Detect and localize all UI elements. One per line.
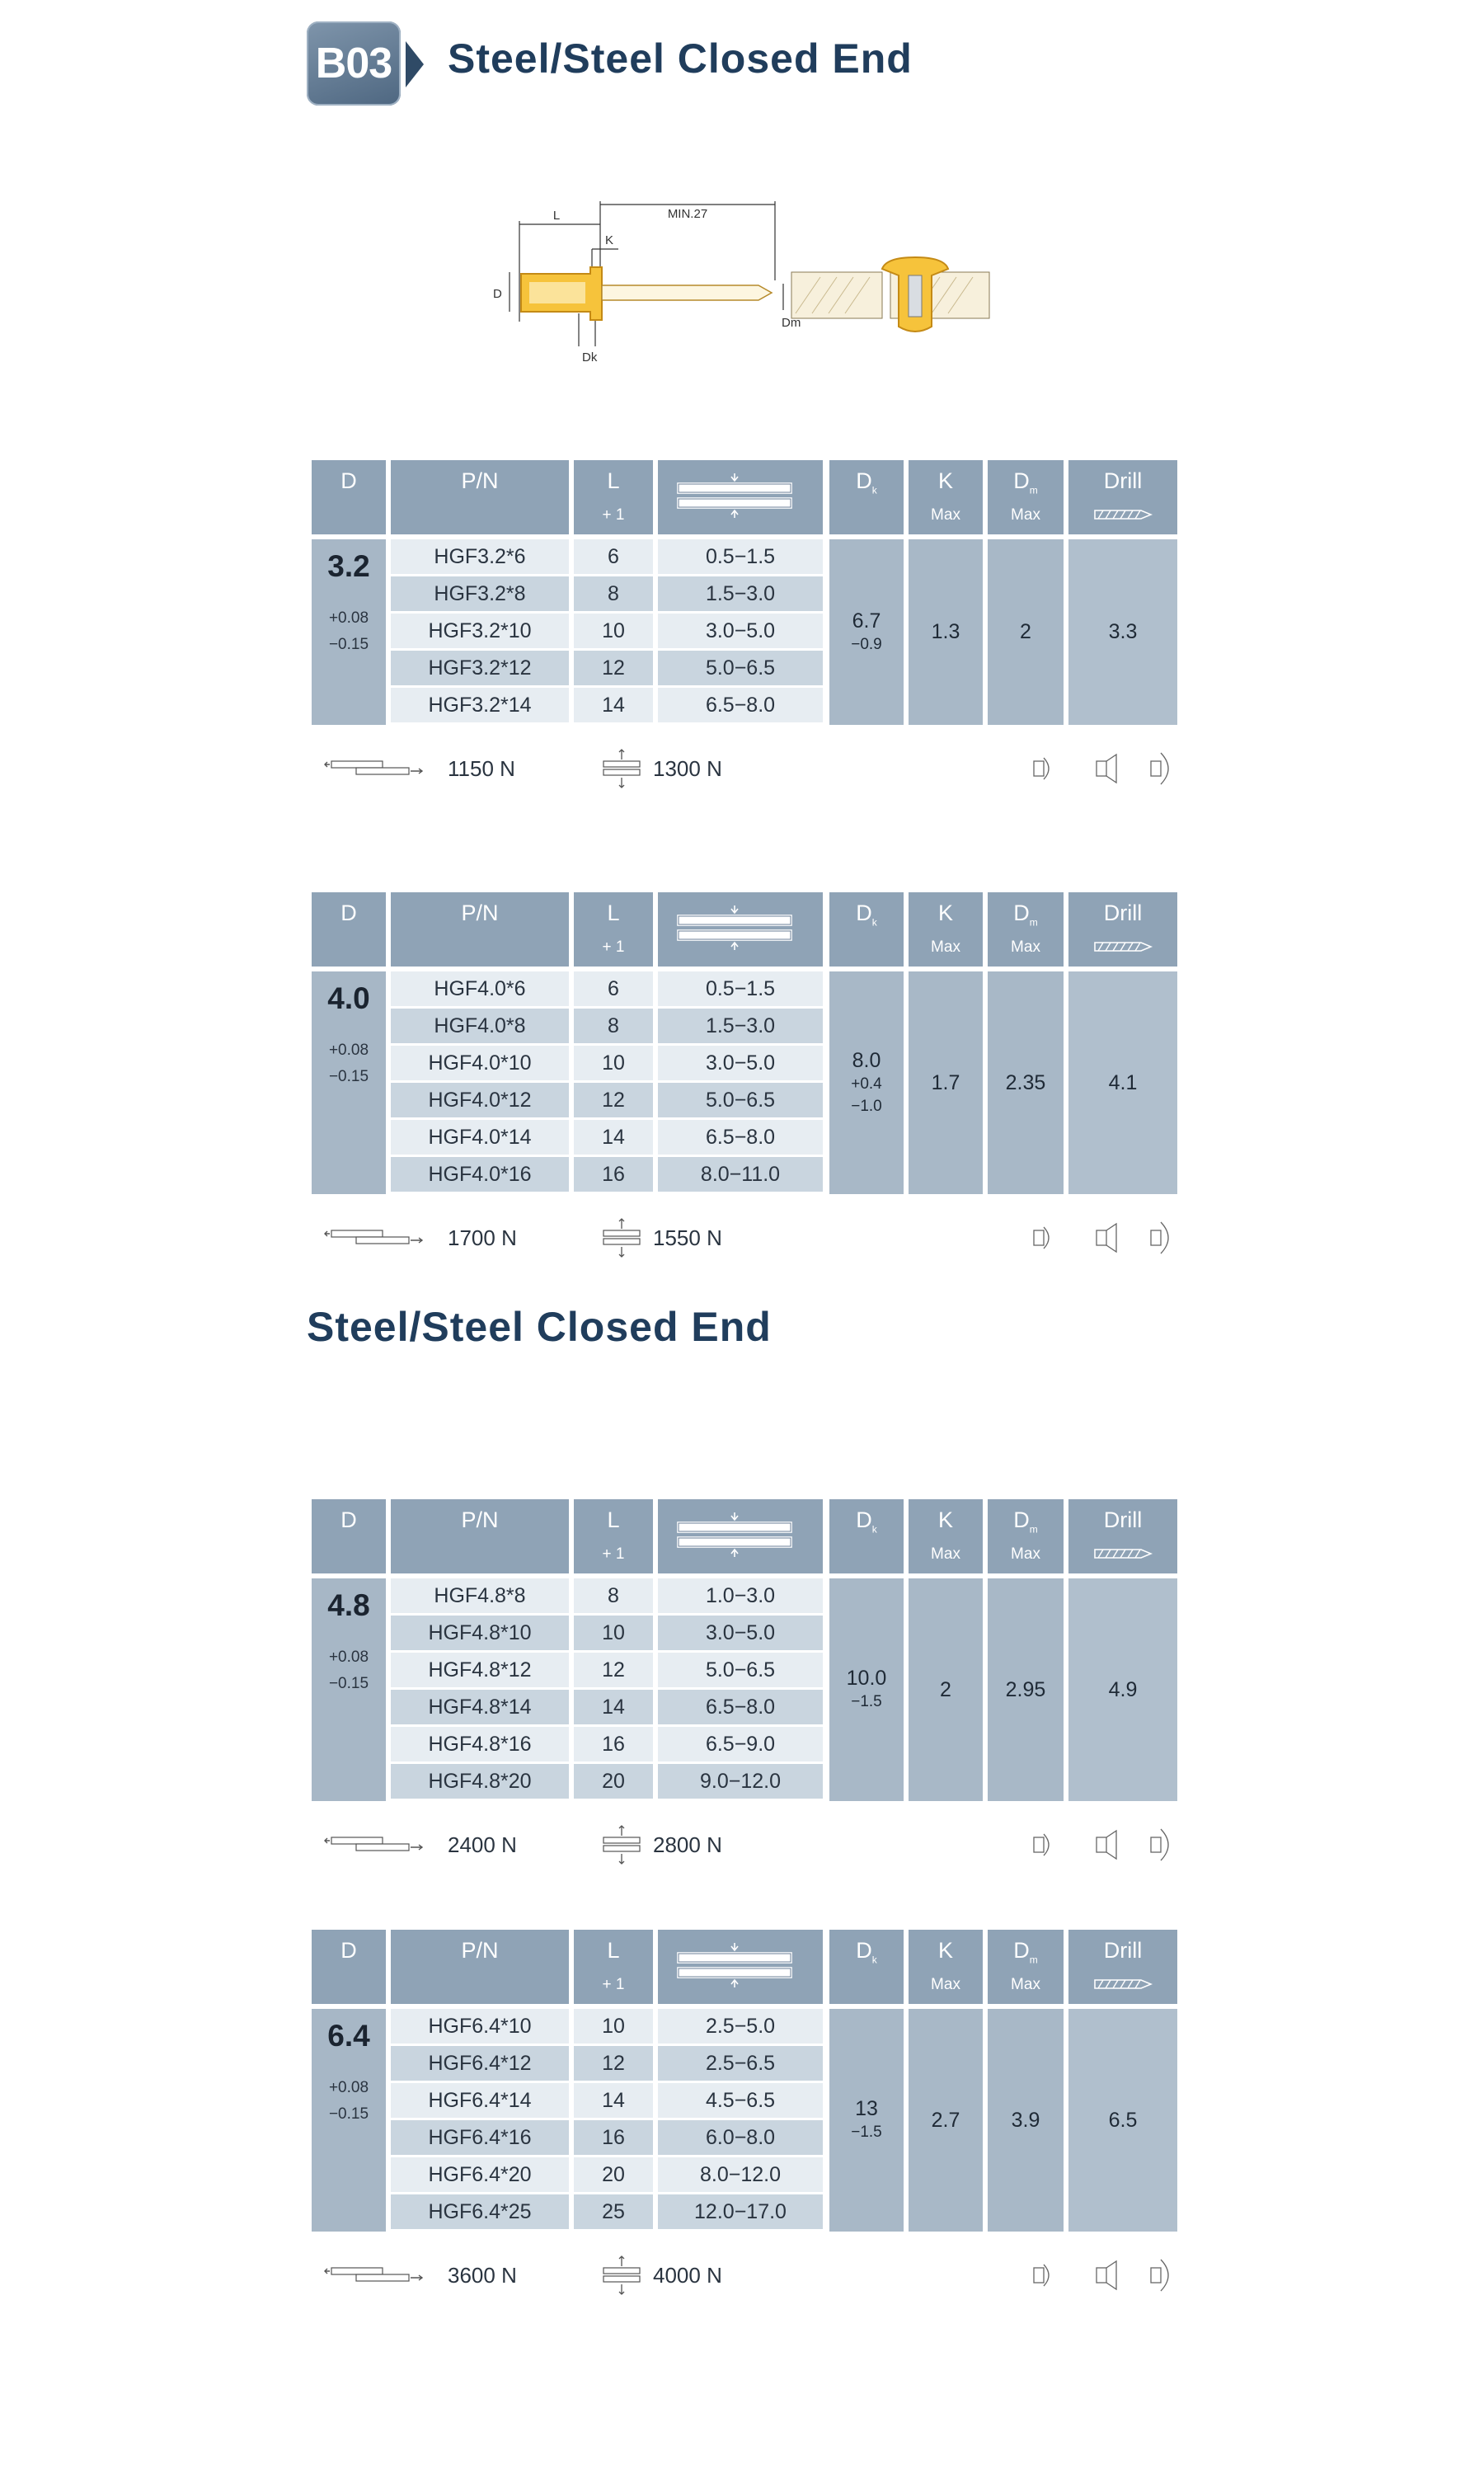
drill-size-cell: [1068, 1578, 1177, 1801]
head-diameter-value: 10.0: [846, 1667, 887, 1690]
header-k-max: Max: [931, 938, 960, 956]
diameter-value: 4.8: [327, 1588, 370, 1622]
drill-size-cell: [1068, 539, 1177, 725]
header-dm: [988, 1930, 1064, 2004]
header-k: [909, 892, 983, 967]
length-value: 20: [574, 1764, 653, 1799]
grip-range-icon: [665, 1941, 805, 1987]
section-title: Steel/Steel Closed End: [307, 1304, 772, 1350]
length-value: 12: [574, 1653, 653, 1687]
grip-range-icon: [665, 472, 805, 518]
tensile-strength-value: 1550 N: [653, 1225, 722, 1250]
length-value: 10: [574, 614, 653, 648]
part-number: HGF4.8*8: [391, 1578, 569, 1613]
drill-size-cell: [1068, 2009, 1177, 2232]
badge-arrow-icon: [406, 41, 424, 87]
header-k-label: K: [937, 1938, 953, 1963]
header-drill-label: Drill: [1103, 1507, 1143, 1532]
head-height-cell: [909, 539, 983, 725]
header-d-label: D: [340, 1507, 357, 1532]
head-diameter-value: 8.0: [852, 1048, 881, 1072]
tolerance-minus: −0.15: [328, 636, 369, 653]
head-height-value: 1.7: [931, 1070, 960, 1094]
length-value: 16: [574, 2120, 653, 2155]
drill-size-value: 4.9: [1108, 1677, 1138, 1701]
part-number: HGF4.0*14: [391, 1120, 569, 1155]
part-number: HGF3.2*10: [391, 614, 569, 648]
part-number: HGF6.4*14: [391, 2083, 569, 2118]
header-d: [312, 460, 386, 534]
header-k-max: Max: [931, 1545, 960, 1563]
countersunk-head-icon: [1092, 2255, 1125, 2296]
strength-values: [312, 2255, 1177, 2296]
drill-size-cell: [1068, 971, 1177, 1194]
header-d: [312, 892, 386, 967]
drill-size-value: 4.1: [1108, 1070, 1138, 1094]
length-value: 10: [574, 2009, 653, 2044]
dome-head-icon: [1029, 1217, 1062, 1258]
header-k: [909, 460, 983, 534]
tensile-strength-icon: [602, 748, 641, 789]
diameter-value: 6.4: [327, 2019, 370, 2053]
header-l-tolerance: + 1: [602, 938, 625, 956]
length-value: 10: [574, 1046, 653, 1080]
header-k-max: Max: [931, 506, 960, 524]
table-body: [312, 2009, 1177, 2232]
mandrel-diameter-cell: [988, 1578, 1064, 1801]
grip-range-value: 0.5−1.5: [658, 971, 823, 1006]
part-number: HGF4.8*12: [391, 1653, 569, 1687]
mandrel-diameter-value: 3.9: [1011, 2108, 1040, 2132]
large-flange-head-icon: [1148, 2255, 1181, 2296]
tensile-strength-value: 1300 N: [653, 756, 722, 781]
header-pn: [391, 1499, 569, 1573]
header-l-tolerance: + 1: [602, 506, 625, 524]
header-k-max: Max: [931, 1976, 960, 1993]
tolerance-plus: +0.08: [328, 1042, 369, 1059]
header-dk-subscript: k: [871, 1523, 877, 1536]
tensile-strength-icon: [602, 1217, 641, 1258]
header-pn: [391, 892, 569, 967]
header-dm-max: Max: [1011, 506, 1040, 524]
length-value: 12: [574, 651, 653, 685]
drill-bit-icon: [1093, 508, 1153, 521]
spec-table-4.0: [312, 892, 1177, 1285]
grip-range-value: 2.5−6.5: [658, 2046, 823, 2081]
header-dk-label: $D_k$: [856, 1507, 877, 1536]
part-number: HGF4.0*12: [391, 1083, 569, 1117]
length-value: 12: [574, 1083, 653, 1117]
head-height-cell: [909, 2009, 983, 2232]
header-pn: [391, 1930, 569, 2004]
rivet-drawing: [470, 190, 1014, 371]
header-dk-label: $D_k$: [856, 901, 877, 929]
grip-range-value: 1.0−3.0: [658, 1578, 823, 1613]
grip-range-value: 1.5−3.0: [658, 576, 823, 611]
header-l-tolerance: + 1: [602, 1976, 625, 1993]
head-diameter-tolerance: −0.9: [851, 635, 882, 653]
tolerance-plus: +0.08: [328, 1649, 369, 1666]
header-pn-label: P/N: [461, 1938, 499, 1963]
diameter-value: 3.2: [327, 549, 370, 583]
table-header: [312, 892, 1177, 967]
head-diameter-value: 13: [855, 2097, 878, 2120]
header-grip-range: [658, 1930, 823, 2004]
header-pn-label: P/N: [461, 1507, 499, 1532]
head-diameter-tolerance: −1.5: [851, 2124, 882, 2141]
header-dk-subscript: k: [871, 916, 877, 929]
large-flange-head-icon: [1148, 1824, 1181, 1865]
grip-range-value: 6.5−8.0: [658, 688, 823, 722]
header-l: [574, 1499, 653, 1573]
shear-strength-value: 1150 N: [448, 756, 515, 781]
table-body: [312, 971, 1177, 1194]
header-l: [574, 460, 653, 534]
label-dk: Dk: [582, 350, 598, 365]
mandrel-diameter-cell: [988, 539, 1064, 725]
part-number: HGF6.4*16: [391, 2120, 569, 2155]
part-number: HGF4.8*10: [391, 1616, 569, 1650]
shear-strength-value: 1700 N: [448, 1225, 517, 1250]
header-drill: [1068, 892, 1177, 967]
part-number: HGF3.2*12: [391, 651, 569, 685]
part-number: HGF6.4*20: [391, 2157, 569, 2192]
length-value: 6: [574, 539, 653, 574]
part-number: HGF4.0*8: [391, 1009, 569, 1043]
header-d: [312, 1499, 386, 1573]
part-number: HGF4.0*6: [391, 971, 569, 1006]
strength-values: [312, 1824, 1177, 1865]
shear-strength-icon: [323, 756, 430, 781]
header-dm: [988, 892, 1064, 967]
length-value: 20: [574, 2157, 653, 2192]
label-d: D: [493, 287, 502, 301]
header-pn: [391, 460, 569, 534]
countersunk-head-icon: [1092, 1217, 1125, 1258]
part-number: HGF4.8*20: [391, 1764, 569, 1799]
header-l-label: L: [607, 468, 620, 493]
header-dm-label: $D_m$: [1013, 901, 1038, 929]
label-k: K: [605, 233, 614, 247]
tolerance-minus: −0.15: [328, 2105, 369, 2123]
header-dk: [829, 460, 904, 534]
length-value: 12: [574, 2046, 653, 2081]
head-height-value: 2.7: [931, 2108, 960, 2132]
header-dk-label: $D_k$: [856, 1938, 877, 1966]
table-header: [312, 460, 1177, 534]
header-d: [312, 1930, 386, 2004]
grip-range-value: 3.0−5.0: [658, 1616, 823, 1650]
grip-range-value: 2.5−5.0: [658, 2009, 823, 2044]
label-min: MIN.27: [667, 207, 708, 221]
grip-range-value: 6.5−9.0: [658, 1727, 823, 1761]
header-l: [574, 1930, 653, 2004]
header-k: [909, 1499, 983, 1573]
part-number: HGF3.2*8: [391, 576, 569, 611]
length-value: 14: [574, 2083, 653, 2118]
header-dm: [988, 460, 1064, 534]
shear-strength-value: 2400 N: [448, 1832, 517, 1857]
header-drill: [1068, 460, 1177, 534]
tolerance-minus: −0.15: [328, 1675, 369, 1692]
grip-range-value: 6.0−8.0: [658, 2120, 823, 2155]
grip-range-value: 6.5−8.0: [658, 1120, 823, 1155]
page-title: Steel/Steel Closed End: [448, 35, 913, 82]
strength-values: [312, 748, 1177, 789]
tensile-strength-icon: [602, 1824, 641, 1865]
countersunk-head-icon: [1092, 1824, 1125, 1865]
grip-range-value: 5.0−6.5: [658, 651, 823, 685]
part-number: HGF4.0*16: [391, 1157, 569, 1192]
grip-range-value: 3.0−5.0: [658, 614, 823, 648]
tolerance-plus: +0.08: [328, 609, 369, 627]
grip-range-icon: [665, 904, 805, 950]
header-grip-range: [658, 1499, 823, 1573]
header-k: [909, 1930, 983, 2004]
dome-head-icon: [1029, 2255, 1062, 2296]
diameter-value: 4.0: [327, 981, 370, 1015]
header-dk: [829, 892, 904, 967]
header-d-label: D: [340, 1938, 357, 1963]
header-k-label: K: [937, 1507, 953, 1532]
spec-table-6.4: [312, 1930, 1177, 2322]
grip-range-icon: [665, 1511, 805, 1557]
drill-bit-icon: [1093, 940, 1153, 953]
head-diameter-cell: [829, 2009, 904, 2232]
table-header: [312, 1499, 1177, 1573]
part-number: HGF3.2*14: [391, 688, 569, 722]
part-number: HGF4.8*16: [391, 1727, 569, 1761]
section-code: B03: [307, 21, 401, 106]
header-dk: [829, 1930, 904, 2004]
tolerance-plus: +0.08: [328, 2079, 369, 2096]
tolerance-minus: −0.15: [328, 1068, 369, 1085]
part-number: HGF4.8*14: [391, 1690, 569, 1724]
head-height-value: 2: [940, 1677, 951, 1701]
header-l: [574, 892, 653, 967]
tensile-strength-value: 2800 N: [653, 1832, 722, 1857]
drill-bit-icon: [1093, 1547, 1153, 1560]
head-diameter-cell: [829, 539, 904, 725]
shear-strength-icon: [323, 1832, 430, 1857]
header-dm-label: $D_m$: [1013, 1507, 1038, 1536]
head-diameter-tolerance: +0.4: [851, 1075, 882, 1093]
length-value: 14: [574, 688, 653, 722]
mandrel-diameter-cell: [988, 971, 1064, 1194]
mandrel-diameter-value: 2: [1020, 620, 1031, 643]
head-diameter-cell: [829, 971, 904, 1194]
header-grip-range: [658, 892, 823, 967]
header-dm-max: Max: [1011, 1976, 1040, 1993]
drill-size-value: 6.5: [1108, 2108, 1138, 2132]
part-number: HGF6.4*12: [391, 2046, 569, 2081]
head-height-value: 1.3: [931, 620, 960, 643]
section-badge: [307, 21, 422, 106]
tensile-strength-value: 4000 N: [653, 2263, 722, 2288]
dome-head-icon: [1029, 748, 1062, 789]
label-dm: Dm: [782, 316, 801, 330]
length-value: 14: [574, 1690, 653, 1724]
length-value: 16: [574, 1727, 653, 1761]
grip-range-value: 5.0−6.5: [658, 1083, 823, 1117]
large-flange-head-icon: [1148, 748, 1181, 789]
header-dk-subscript: k: [871, 1954, 877, 1966]
countersunk-head-icon: [1092, 748, 1125, 789]
shear-strength-icon: [323, 1225, 430, 1250]
grip-range-value: 3.0−5.0: [658, 1046, 823, 1080]
header-l-label: L: [607, 901, 620, 925]
spec-table-3.2: [312, 460, 1177, 816]
head-height-cell: [909, 1578, 983, 1801]
header-dm-label: $D_m$: [1013, 1938, 1038, 1966]
part-number: HGF6.4*10: [391, 2009, 569, 2044]
mandrel-diameter-value: 2.35: [1005, 1070, 1046, 1094]
head-height-cell: [909, 971, 983, 1194]
length-value: 10: [574, 1616, 653, 1650]
header-dm: [988, 1499, 1064, 1573]
strength-values: [312, 1217, 1177, 1258]
grip-range-value: 8.0−11.0: [658, 1157, 823, 1192]
grip-range-value: 8.0−12.0: [658, 2157, 823, 2192]
header-dm-max: Max: [1011, 938, 1040, 956]
header-pn-label: P/N: [461, 901, 499, 925]
spec-table-4.8: [312, 1499, 1177, 1892]
length-value: 8: [574, 1578, 653, 1613]
head-diameter-cell: [829, 1578, 904, 1801]
header-drill: [1068, 1930, 1177, 2004]
header-dm-max: Max: [1011, 1545, 1040, 1563]
length-value: 6: [574, 971, 653, 1006]
mandrel-diameter-value: 2.95: [1005, 1677, 1046, 1701]
header-dk: [829, 1499, 904, 1573]
header-drill-label: Drill: [1103, 1938, 1143, 1963]
grip-range-value: 0.5−1.5: [658, 539, 823, 574]
part-number: HGF3.2*6: [391, 539, 569, 574]
header-drill-label: Drill: [1103, 468, 1143, 493]
header-l-tolerance: + 1: [602, 1545, 625, 1563]
part-number: HGF4.0*10: [391, 1046, 569, 1080]
header-dk-subscript: k: [871, 484, 877, 496]
length-value: 8: [574, 1009, 653, 1043]
head-diameter-tolerance: −1.5: [851, 1693, 882, 1710]
header-d-label: D: [340, 901, 357, 925]
mandrel-diameter-cell: [988, 2009, 1064, 2232]
shear-strength-value: 3600 N: [448, 2263, 517, 2288]
grip-range-value: 9.0−12.0: [658, 1764, 823, 1799]
head-diameter-value: 6.7: [852, 609, 881, 633]
grip-range-value: 12.0−17.0: [658, 2194, 823, 2229]
grip-range-value: 1.5−3.0: [658, 1009, 823, 1043]
header-dm-subscript: m: [1029, 1954, 1038, 1966]
shear-strength-icon: [323, 2263, 430, 2288]
length-value: 14: [574, 1120, 653, 1155]
header-pn-label: P/N: [461, 468, 499, 493]
table-body: [312, 1578, 1177, 1801]
header-grip-range: [658, 460, 823, 534]
header-l-label: L: [607, 1938, 620, 1963]
header-dm-label: $D_m$: [1013, 468, 1038, 496]
header-k-label: K: [937, 901, 953, 925]
length-value: 25: [574, 2194, 653, 2229]
grip-range-value: 6.5−8.0: [658, 1690, 823, 1724]
header-k-label: K: [937, 468, 953, 493]
header-dm-subscript: m: [1029, 916, 1038, 929]
header-l-label: L: [607, 1507, 620, 1532]
table-header: [312, 1930, 1177, 2004]
grip-range-value: 5.0−6.5: [658, 1653, 823, 1687]
header-dm-subscript: m: [1029, 1523, 1038, 1536]
table-body: [312, 539, 1177, 725]
header-drill-label: Drill: [1103, 901, 1143, 925]
tensile-strength-icon: [602, 2255, 641, 2296]
grip-range-value: 4.5−6.5: [658, 2083, 823, 2118]
large-flange-head-icon: [1148, 1217, 1181, 1258]
header-d-label: D: [340, 468, 357, 493]
label-l: L: [552, 209, 561, 223]
header-dk-label: $D_k$: [856, 468, 877, 496]
length-value: 16: [574, 1157, 653, 1192]
dome-head-icon: [1029, 1824, 1062, 1865]
head-diameter-tolerance-2: −1.0: [851, 1097, 882, 1115]
header-drill: [1068, 1499, 1177, 1573]
length-value: 8: [574, 576, 653, 611]
drill-size-value: 3.3: [1108, 620, 1138, 643]
drill-bit-icon: [1093, 1978, 1153, 1991]
part-number: HGF6.4*25: [391, 2194, 569, 2229]
header-dm-subscript: m: [1029, 484, 1038, 496]
